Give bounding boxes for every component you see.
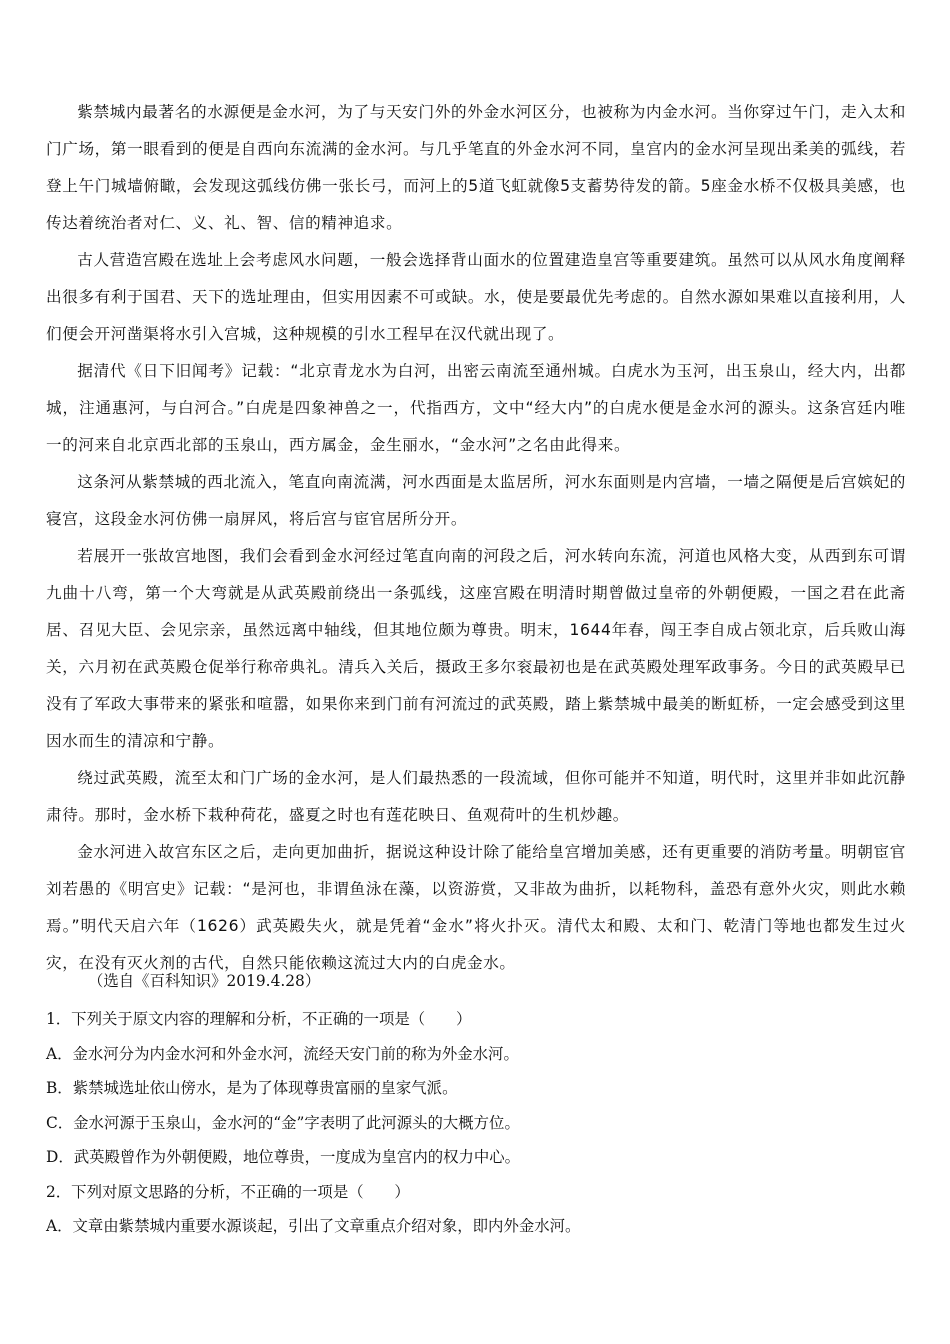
source-citation: （选自《百科知识》2019.4.28）	[88, 972, 321, 990]
article-paragraph-1: 紫禁城内最著名的水源便是金水河，为了与天安门外的外金水河区分，也被称为内金水河。当你穿过午门，走入太和门广场，第一眼看到的便是自西向东流满的金水河。与几乎笔直的外金水河不同，皇宫内的金水河呈现出柔美的弧线，若登上午门城墙俯瞰，会发现这弧线仿佛一张长弓，而河上的5道飞虹就像5支蓄势待发的箭。5座金水桥不仅极具美感，也传达着统治者对仁、义、礼、智、信的精神追求。	[46, 103, 906, 232]
article-paragraph-7: 金水河进入故宫东区之后，走向更加曲折，据说这种设计除了能给皇宫增加美感，还有更重要的消防考量。明朝宦官刘若愚的《明宫史》记载：“是河也，非谓鱼泳在藻，以资游赏，又非故为曲折，以耗物科，盖恐有意外火灾，则此水赖焉。”明代天启六年（1626）武英殿失火，就是凭着“金水”将火扑灭。清代太和殿、太和门、乾清门等地也都发生过火灾，在没有灭火剂的古代，自然只能依赖这流过大内的白虎金水。	[46, 843, 906, 972]
article-paragraph-2: 古人营造宫殿在选址上会考虑风水问题，一般会选择背山面水的位置建造皇宫等重要建筑。虽然可以从风水角度阐释出很多有利于国君、天下的选址理由，但实用因素不可或缺。水，使是要最优先考虑的。自然水源如果难以直接利用，人们便会开河凿渠将水引入宫城，这种规模的引水工程早在汉代就出现了。	[46, 251, 906, 343]
question-1-stem: 1．下列关于原文内容的理解和分析，不正确的一项是（ ）	[46, 1010, 472, 1028]
article-paragraph-3: 据清代《日下旧闻考》记载：“北京青龙水为白河，出密云南流至通州城。白虎水为玉河，出玉泉山，经大内，出都城，注通惠河，与白河合。”白虎是四象神兽之一，代指西方，文中“经大内”的白虎水便是金水河的源头。这条宫廷内唯一的河来自北京西北部的玉泉山，西方属金，金生丽水，“金水河”之名由此得来。	[46, 362, 906, 454]
article-paragraph-5: 若展开一张故宫地图，我们会看到金水河经过笔直向南的河段之后，河水转向东流，河道也风格大变，从西到东可谓九曲十八弯，第一个大弯就是从武英殿前绕出一条弧线，这座宫殿在明清时期曾做过皇帝的外朝便殿，一国之君在此斋居、召见大臣、会见宗亲，虽然远离中轴线，但其地位颇为尊贵。明末，1644年春，闯王李自成占领北京，后兵败山海关，六月初在武英殿仓促举行称帝典礼。清兵入关后，摄政王多尔衮最初也是在武英殿处理军政事务。今日的武英殿早已没有了军政大事带来的紧张和喧嚣，如果你来到门前有河流过的武英殿，踏上紫禁城中最美的断虹桥，一定会感受到这里因水而生的清凉和宁静。	[46, 547, 906, 750]
question-list	[46, 1002, 906, 1244]
question-2-stem: 2．下列对原文思路的分析，不正确的一项是（ ）	[46, 1182, 410, 1201]
question-1-option-b: B．紫禁城选址依山傍水，是为了体现尊贵富丽的皇家气派。	[46, 1079, 458, 1097]
question-2-option-a: A．文章由紫禁城内重要水源谈起，引出了文章重点介绍对象，即内外金水河。	[46, 1217, 581, 1235]
question-1-option-d: D．武英殿曾作为外朝便殿，地位尊贵，一度成为皇宫内的权力中心。	[46, 1148, 521, 1166]
article-paragraph-4: 这条河从紫禁城的西北流入，笔直向南流满，河水西面是太监居所，河水东面则是内宫墙，一墙之隔便是后宫嫔妃的寝宫，这段金水河仿佛一扇屏风，将后宫与宦官居所分开。	[46, 473, 906, 528]
article-paragraph-6: 绕过武英殿，流至太和门广场的金水河，是人们最热悉的一段流域，但你可能并不知道，明代时，这里并非如此沉静肃待。那时，金水桥下栽种荷花，盛夏之时也有莲花映日、鱼观荷叶的生机炒趣。	[46, 769, 906, 824]
question-1-option-a: A．金水河分为内金水河和外金水河，流经天安门前的称为外金水河。	[46, 1044, 519, 1063]
article-body	[46, 94, 906, 982]
question-1-option-c: C．金水河源于玉泉山，金水河的“金”字表明了此河源头的大概方位。	[46, 1113, 520, 1132]
